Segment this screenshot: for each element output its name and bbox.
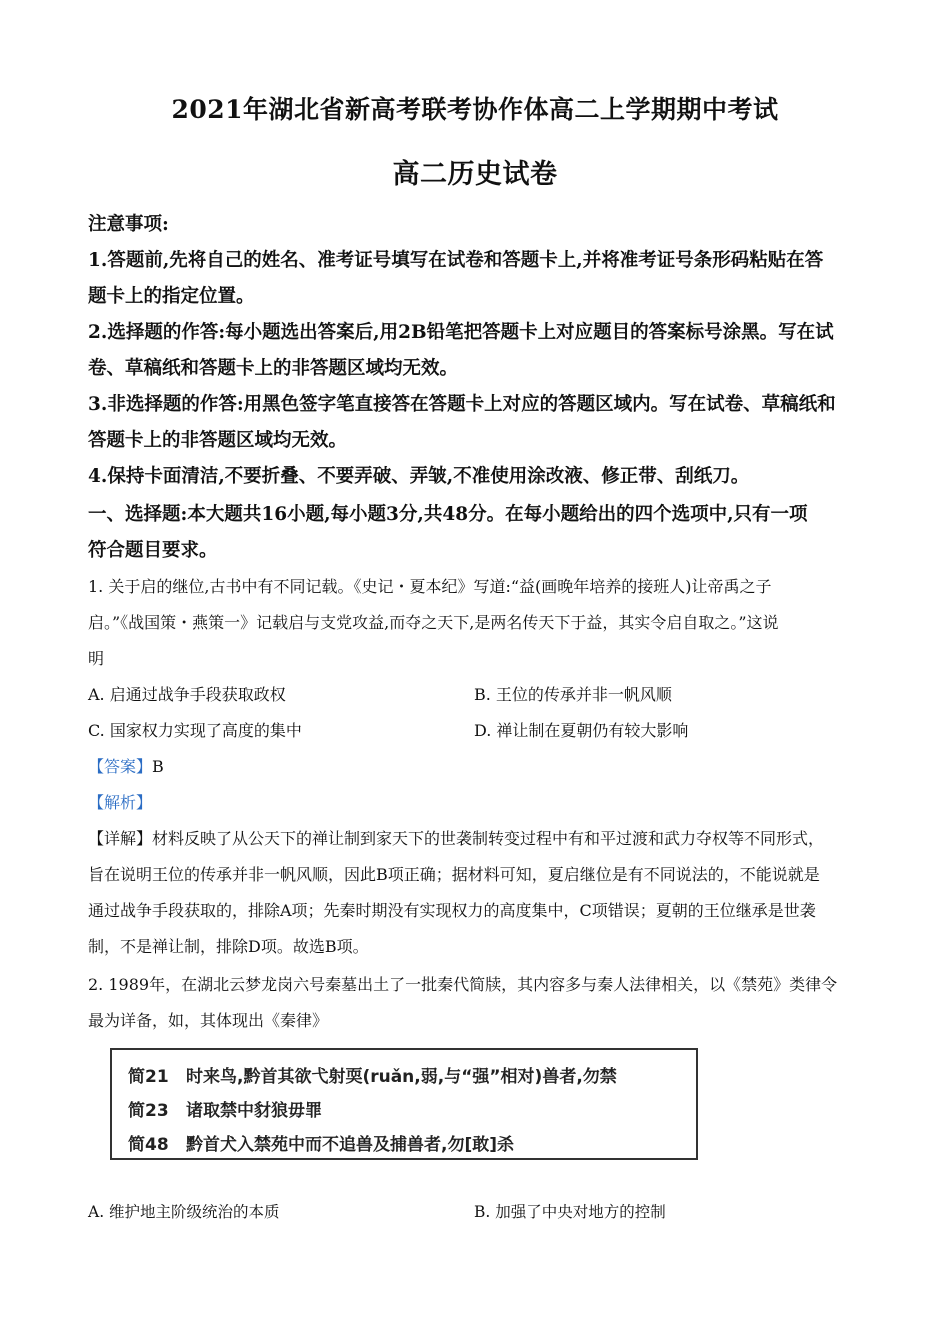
exam-title: 2021年湖北省新高考联考协作体高二上学期期中考试: [171, 95, 779, 124]
notice-line: 1.答题前,先将自己的姓名、准考证号填写在试卷和答题卡上,并将准考证号条形码粘贴在答: [88, 250, 824, 271]
analysis-tag: 【解析】: [88, 793, 153, 812]
q1-stem-line: 1. 关于启的继位,古书中有不同记载。《史记・夏本纪》写道:“益(画晚年培养的接班人)让帝禹之子: [88, 577, 772, 596]
q1-detail-line: 制，不是禅让制，排除D项。故选B项。: [88, 937, 369, 956]
q2-option-b: B. 加强了中央对地方的控制: [474, 1203, 666, 1221]
q1-option-c: C. 国家权力实现了高度的集中: [88, 721, 302, 740]
section-heading: 符合题目要求。: [88, 540, 218, 561]
answer-value: B: [152, 757, 164, 776]
slip-number: 简23: [128, 1101, 169, 1121]
table-row: [128, 1096, 322, 1121]
slip-text: 诸取禁中豺狼毋罪: [186, 1101, 322, 1121]
notice-line: 卷、草稿纸和答题卡上的非答题区域均无效。: [88, 358, 459, 379]
slip-number: 简48: [128, 1135, 169, 1155]
q1-stem-line: 明: [88, 649, 105, 668]
slip-text: 时来鸟,黔首其欲弋射耎(ruǎn,弱,与“强”相对)兽者,勿禁: [186, 1067, 617, 1087]
q2-stem-line: 2. 1989年，在湖北云梦龙岗六号秦墓出土了一批秦代简牍，其内容多与秦人法律相关，以《禁苑》类律令: [88, 975, 838, 994]
slip-text: 黔首犬入禁苑中而不追兽及捕兽者,勿[敢]杀: [186, 1135, 514, 1155]
q2-option-a: A. 维护地主阶级统治的本质: [88, 1203, 280, 1221]
q1-analysis-tag: [88, 790, 878, 813]
q1-option-d: D. 禅让制在夏朝仍有较大影响: [474, 721, 689, 740]
q1-option-b: B. 王位的传承并非一帆风顺: [474, 685, 672, 704]
slip-number: 简21: [128, 1067, 169, 1087]
table-row: [128, 1062, 617, 1087]
q1-stem-line: 启。”《战国策・燕策一》记载启与支党攻益,而夺之天下,是两名传天下于益，其实令启自取之。”这说: [88, 613, 779, 632]
table-row: [128, 1130, 514, 1155]
q1-option-a: A. 启通过战争手段获取政权: [88, 685, 286, 704]
q2-material-table: [110, 1048, 698, 1160]
answer-tag: 【答案】: [88, 757, 153, 776]
q1-detail-line: 通过战争手段获取的，排除A项；先秦时期没有实现权力的高度集中，C项错误；夏朝的王位继承是世袭: [88, 901, 816, 920]
notice-line: 3.非选择题的作答:用黑色签字笔直接答在答题卡上对应的答题区域内。写在试卷、草稿纸和: [88, 394, 836, 415]
notice-heading: 注意事项:: [88, 214, 169, 235]
exam-subtitle: 高二历史试卷: [392, 159, 558, 190]
q1-answer: [88, 754, 878, 777]
notice-line: 题卡上的指定位置。: [88, 286, 255, 307]
notice-line: 答题卡上的非答题区域均无效。: [88, 430, 348, 451]
q1-detail-line: 【详解】材料反映了从公天下的禅让制到家天下的世袭制转变过程中有和平过渡和武力夺权等不同形式，: [88, 829, 825, 848]
notice-line: 4.保持卡面清洁,不要折叠、不要弄破、弄皱,不准使用涂改液、修正带、刮纸刀。: [88, 466, 750, 487]
q1-detail-line: 旨在说明王位的传承并非一帆风顺，因此B项正确；据材料可知，夏启继位是有不同说法的，不能说就是: [88, 865, 820, 884]
q2-stem-line: 最为详备，如，其体现出《秦律》: [88, 1011, 329, 1030]
notice-line: 2.选择题的作答:每小题选出答案后,用2B铅笔把答题卡上对应题目的答案标号涂黑。写在试: [88, 322, 834, 343]
section-heading: 一、选择题:本大题共16小题,每小题3分,共48分。在每小题给出的四个选项中,只有一项: [88, 504, 808, 525]
